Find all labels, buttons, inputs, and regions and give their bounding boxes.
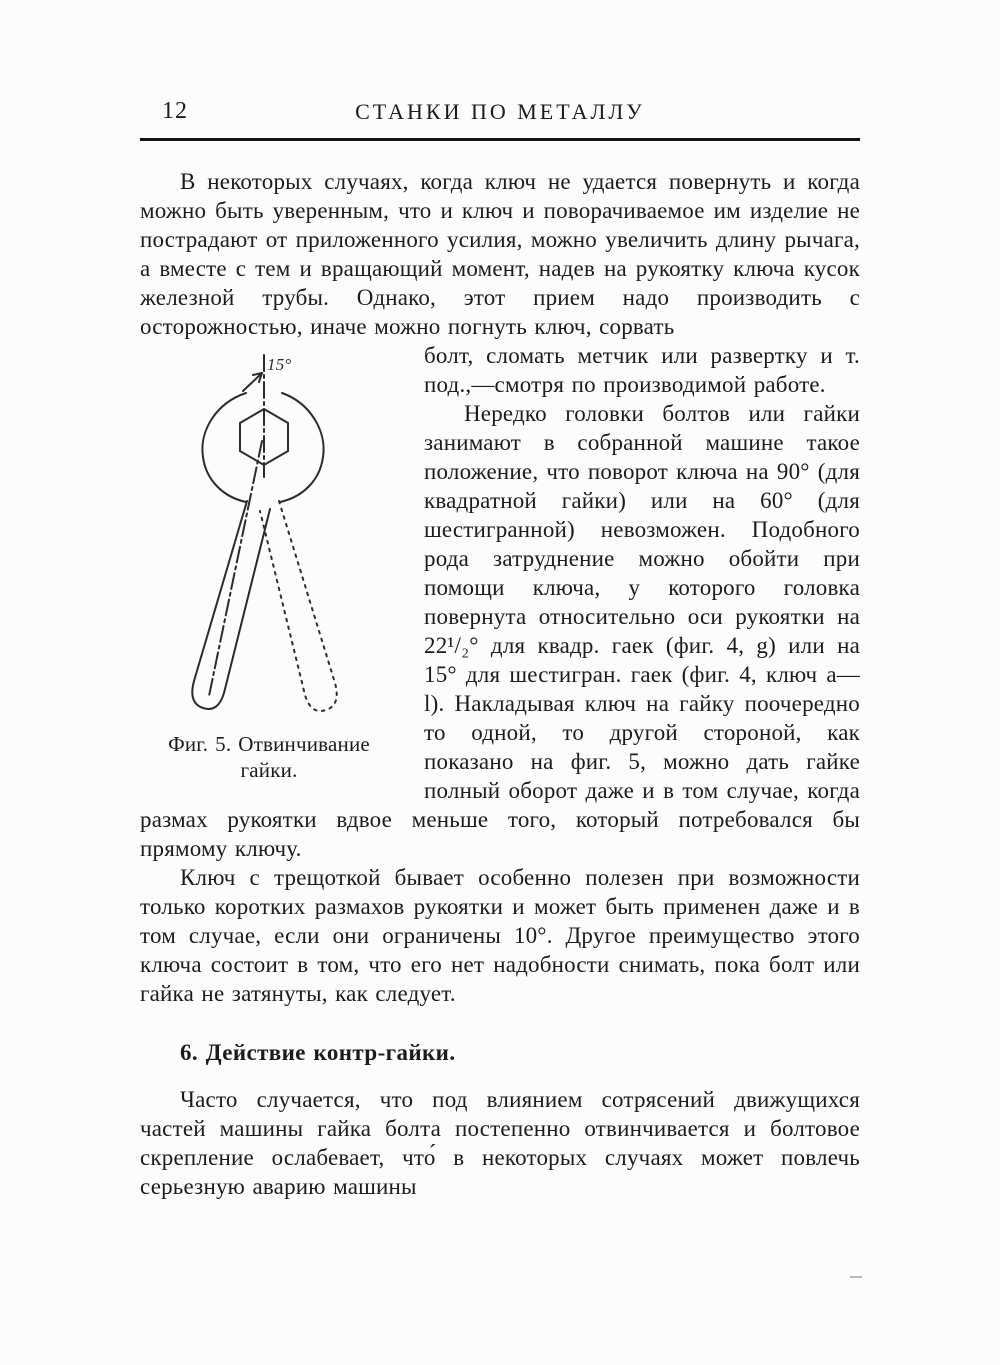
paragraph-4: Ключ с трещоткой бывает особенно полезен при возможности только коротких размахов рукоятки и может быть применен даже и в том случае, если они ограничены 10°. Другое преимущество этого ключа состоит в том, что его нет надобности снимать, пока болт или гайка не затянуты, как следует. <box>140 865 860 1006</box>
page-header <box>140 96 860 130</box>
figure-wrench <box>140 351 424 783</box>
wrench-handle-solid <box>192 501 270 709</box>
scan-artifact-mark <box>850 1276 862 1278</box>
paragraph-5: Часто случается, что под влиянием сотрясений движущихся частей машины гайка болта постепенно отвинчивается и болтовое скрепление ослабевает, что́ в некоторых случаях может повлечь серьезную аварию машины <box>140 1087 860 1199</box>
figure-caption: Фиг. 5. Отвинчивание гайки. <box>168 732 370 782</box>
paragraph-3: Нередко головки болтов или гайки занимают в собранной машине такое положение, что поворот ключа на 90° (для квадратной гайки) или на 60° (для шестигранной) невозможен. Подобного рода затруднение можно обойти при помощи ключа, у которого головка повернута относительно оси рукоятки на 22¹/₂° для квадр. гаек (фиг. 4, g) или на 15° для шестигран. гаек (фиг. 4, ключ a—l). Накладывая ключ на гайку поочередно то одной, то другой стороной, как показано на фиг. 5, можно дать гайке полный оборот даже и в том случае, когда размах рукоятки вдвое меньше того, который потребовался бы прямому ключу. <box>140 401 860 861</box>
header-rule <box>140 138 860 141</box>
section-heading-6: 6. Действие контр-гайки. <box>180 1040 456 1065</box>
running-title: СТАНКИ ПО МЕТАЛЛУ <box>355 99 645 124</box>
wrench-illustration <box>149 351 389 719</box>
wrench-handle-dashed <box>260 501 337 711</box>
angle-arrow-icon <box>243 373 262 391</box>
wrench-head-right <box>280 393 324 502</box>
paragraph-2: болт, сломать метчик или развертку и т. под.,—смотря по производимой работе. <box>424 343 860 397</box>
figure-angle-label: 15° <box>267 355 292 374</box>
page-number: 12 <box>162 98 188 124</box>
page-body <box>140 167 860 1201</box>
handle-centerline <box>209 441 262 696</box>
paragraph-1: В некоторых случаях, когда ключ не удается повернуть и когда можно быть уверенным, что и ключ и поворачиваемое им изделие не пострадают от приложенного усилия, можно увеличить длину рычага, а вместе с тем и вращающий момент, надев на рукоятку ключа кусок железной трубы. Однако, этот прием надо производить с осторожностью, иначе можно погнуть ключ, сорвать <box>140 169 860 339</box>
